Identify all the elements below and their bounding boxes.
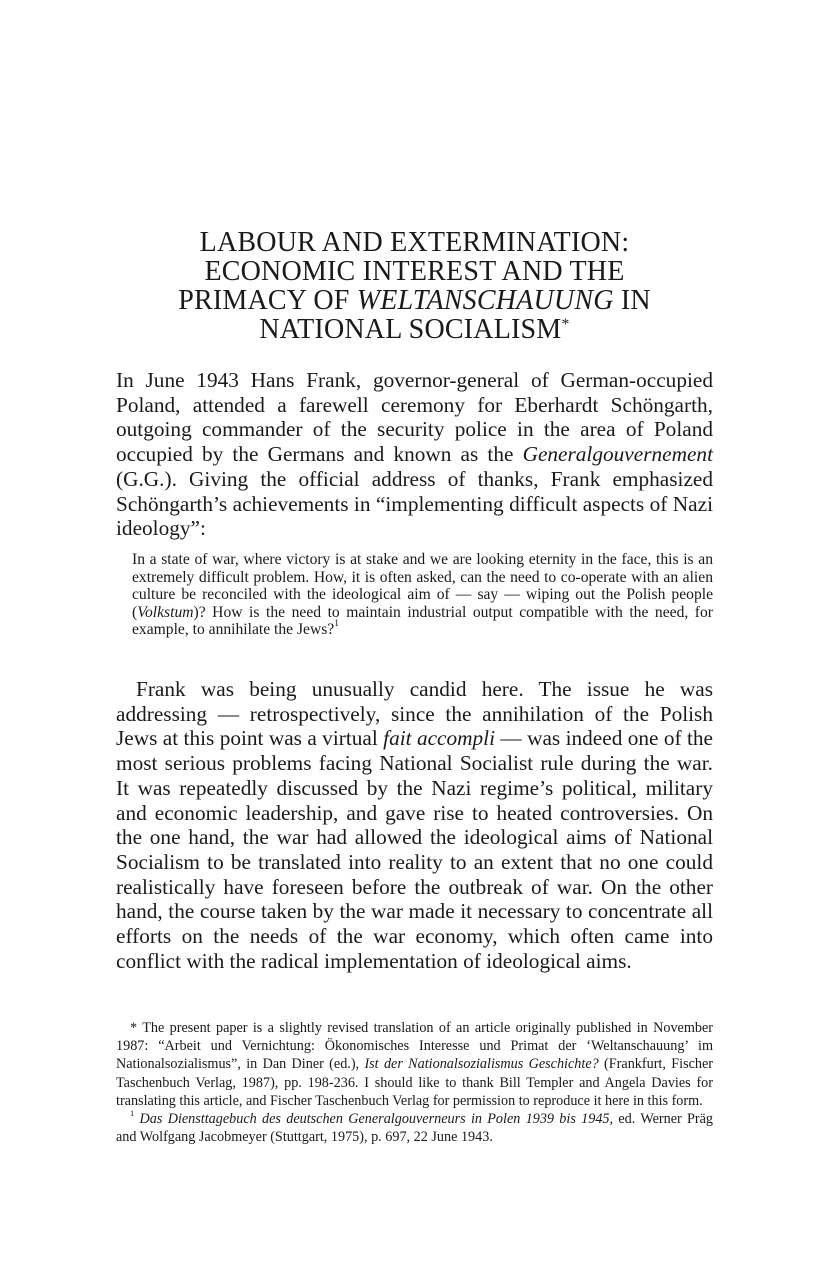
- footnote-star-italic: Ist der Nationalsozialismus Geschichte?: [364, 1056, 599, 1073]
- title-line-1: LABOUR AND EXTERMINATION:: [199, 227, 630, 258]
- title-line-4: [116, 315, 713, 344]
- paragraph-1-end: (G.G.). Giving the official address of thanks, Frank emphasized Schöngarth’s achievements in “implementing difficult aspects of Nazi ideology”:: [116, 466, 713, 541]
- paragraph-2-italic: fait accompli: [383, 726, 496, 751]
- title-footnote-mark: *: [561, 316, 570, 333]
- paragraph-1: [116, 368, 713, 541]
- footnote-1-mark: 1: [130, 1108, 135, 1119]
- footnote-1: [116, 1110, 713, 1146]
- title-line-2: ECONOMIC INTEREST AND THE: [204, 256, 625, 287]
- quote-italic: Volkstum: [137, 603, 194, 621]
- paragraph-2: [116, 677, 713, 973]
- paragraph-1-italic: Generalgouvernement: [522, 442, 713, 467]
- footnote-1-italic: Das Diensttagebuch des deutschen Generalgouverneurs in Polen 1939 bis 1945: [139, 1111, 610, 1128]
- footnote-star-end: (Frankfurt, Fischer Taschenbuch Verlag, 1987), pp. 198-236. I should like to thank Bill Templer and Angela Davies for translating this article, and Fischer Taschenbuch Verlag for permission to reproduce it here in this form.: [116, 1056, 714, 1109]
- footnote-1-end: , ed. Werner Präg and Wolfgang Jacobmeyer (Stuttgart, 1975), p. 697, 22 June 1943.: [116, 1111, 714, 1146]
- paragraph-2-start: Frank was being unusually candid here. The issue he was addressing — retrospectively, since the annihilation of the Polish Jews at this point was a virtual: [116, 677, 713, 751]
- title-line-3-end: IN: [613, 285, 651, 316]
- paragraph-1-start: In June 1943 Hans Frank, governor-general of German-occupied Poland, attended a farewell ceremony for Eberhardt Schöngarth, outgoing commander of the security police in the area of Poland occupied by the Germans and known as the: [116, 368, 713, 467]
- title-italic-term: WELTANSCHAUUNG: [356, 285, 614, 316]
- article-title: [116, 228, 713, 344]
- quote-start: In a state of war, where victory is at stake and we are looking eternity in the face, this is an extremely difficult problem. How, it is often asked, can the need to co-operate with an alien culture be reconciled with the ideological aim of — say — wiping out the Polish people (: [132, 551, 713, 621]
- block-quote: [132, 551, 713, 639]
- paragraph-2-end: — was indeed one of the most serious problems facing National Socialist rule during the war. It was repeatedly discussed by the Nazi regime’s political, military and economic leadership, and gave rise to heated controversies. On the one hand, the war had allowed the ideological aims of National Socialism to be translated into reality to an extent that no one could realistically have foreseen before the outbreak of war. On the other hand, the course taken by the war made it necessary to concentrate all efforts on the needs of the war economy, which often came into conflict with the radical implementation of ideological aims.: [116, 726, 714, 973]
- footnote-star-mark: *: [130, 1020, 138, 1036]
- footnotes: [116, 1019, 713, 1146]
- footnote-star: [116, 1019, 713, 1110]
- footnote-star-start: The present paper is a slightly revised translation of an article originally published in November 1987: “Arbeit und Vernichtung: Ökonomisches Interesse und Primat der ‘Weltanschauung’ im Nationalsozialismus”, in Dan Diner (ed.),: [116, 1020, 713, 1073]
- title-line-3: [116, 286, 713, 315]
- title-line-3-start: PRIMACY OF: [178, 285, 357, 316]
- quote-end: )? How is the need to maintain industrial output compatible with the need, for example, to annihilate the Jews?: [132, 603, 713, 639]
- title-line-4-text: NATIONAL SOCIALISM: [259, 314, 562, 345]
- quote-footnote-ref: 1: [334, 619, 339, 630]
